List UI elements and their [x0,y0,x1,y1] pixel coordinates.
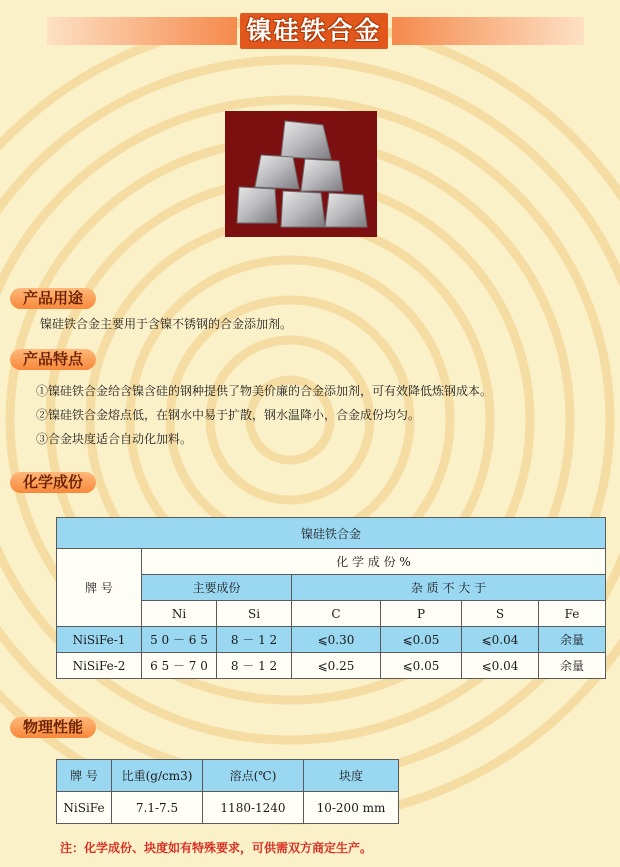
feature-item: ②镍硅铁合金熔点低，在钢水中易于扩散，钢水温降小，合金成份均匀。 [36,408,421,422]
feature-item: ①镍硅铁合金给含镍含硅的钢种提供了物美价廉的合金添加剂，可有效降低炼钢成本。 [36,384,493,398]
title-bar-left [47,17,237,45]
value-cell: 6 5 － 7 0 [142,653,217,679]
section-composition-header: 化学成份 [10,472,96,493]
value-cell: 8 － 1 2 [217,627,292,653]
value-cell: ⩽0.05 [381,653,462,679]
value-cell: 8 － 1 2 [217,653,292,679]
page-title: 镍硅铁合金 [240,13,388,49]
product-photo [225,111,377,237]
table-row [57,627,606,653]
table-row [57,653,606,679]
value-cell: 1180-1240 [203,792,304,824]
column-header: Si [217,601,292,627]
usage-text: 镍硅铁合金主要用于含镍不锈钢的合金添加剂。 [40,317,293,331]
column-header: C [292,601,381,627]
column-header: S [462,601,539,627]
value-cell: ⩽0.04 [462,653,539,679]
physical-table [56,759,399,824]
column-header: 牌 号 [57,760,112,792]
value-cell: 10-200 mm [304,792,399,824]
column-header: P [381,601,462,627]
footnote: 注：化学成份、块度如有特殊要求，可供需双方商定生产。 [60,841,373,855]
feature-item: ③合金块度适合自动化加料。 [36,432,193,446]
table-row [57,792,399,824]
column-header: 块度 [304,760,399,792]
section-physical-header: 物理性能 [10,717,96,738]
main-components-header: 主要成份 [142,575,292,601]
composition-table-title: 镍硅铁合金 [57,518,606,549]
impurity-header: 杂 质 不 大 于 [292,575,606,601]
column-header: 溶点(℃) [203,760,304,792]
value-cell: 余量 [539,653,606,679]
grade-header: 牌 号 [57,549,142,627]
section-usage-header: 产品用途 [10,288,96,309]
value-cell: 5 0 － 6 5 [142,627,217,653]
chem-header: 化 学 成 份 % [142,549,606,575]
value-cell: ⩽0.04 [462,627,539,653]
value-cell: ⩽0.05 [381,627,462,653]
value-cell: 7.1-7.5 [112,792,203,824]
value-cell: ⩽0.30 [292,627,381,653]
value-cell: NiSiFe [57,792,112,824]
column-header: Ni [142,601,217,627]
column-header: 比重(g/cm3) [112,760,203,792]
value-cell: ⩽0.25 [292,653,381,679]
column-header: Fe [539,601,606,627]
grade-cell: NiSiFe-2 [57,653,142,679]
value-cell: 余量 [539,627,606,653]
grade-cell: NiSiFe-1 [57,627,142,653]
title-bar-right [392,17,584,45]
section-features-header: 产品特点 [10,349,96,370]
composition-table [56,517,606,679]
